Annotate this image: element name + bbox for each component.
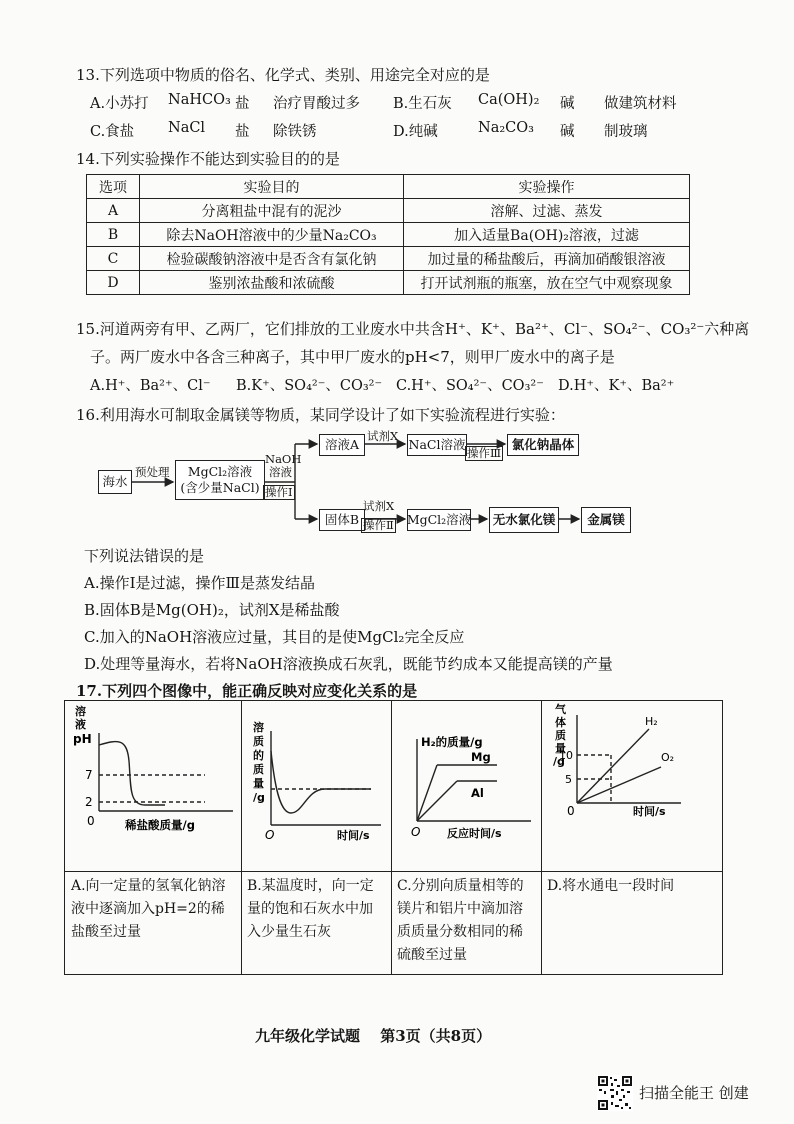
- flow-solid-b: 固体B: [319, 509, 365, 531]
- graph-b-xlabel: 时间/s: [337, 829, 370, 842]
- graph-d-h2-label: H₂: [645, 715, 658, 728]
- table-cell: 分离粗盐中混有的泥沙: [140, 199, 404, 223]
- graph-d-o2-label: O₂: [661, 751, 675, 764]
- flow-naoh-label: NaOH: [265, 452, 302, 466]
- graph-d-ylabel-5: /g: [553, 755, 565, 768]
- graph-c-xlabel: 反应时间/s: [447, 827, 502, 840]
- table-cell: D: [87, 271, 140, 295]
- flow-mgcl2-impure: [175, 460, 265, 500]
- table-header: 选项: [87, 175, 140, 199]
- graph-d-ylabel-1: 气: [555, 703, 566, 716]
- graph-a-ylabel-2: 液: [75, 718, 86, 731]
- graph-d-caption: D.将水通电一段时间: [541, 871, 722, 901]
- table-header: 实验操作: [404, 175, 690, 199]
- graph-a: [65, 701, 241, 871]
- table-cell: A: [87, 199, 140, 223]
- table-cell: C: [87, 247, 140, 271]
- graph-b-ylabel-4: 质: [253, 763, 264, 776]
- qr-code-icon: [597, 1075, 633, 1111]
- graph-a-xlabel: 稀盐酸质量/g: [125, 818, 195, 832]
- table-cell: 打开试剂瓶的瓶塞，放在空气中观察现象: [404, 271, 690, 295]
- q15-option-c: C.H⁺、SO₄²⁻、CO₃²⁻: [396, 378, 544, 394]
- table-row: [87, 223, 690, 247]
- flow-mgcl2-impure-line2: (含少量NaCl): [180, 480, 260, 495]
- q16-substem: 下列说法错误的是: [84, 547, 205, 565]
- graph-a-caption: A.向一定量的氢氧化钠溶液中逐滴加入pH=2的稀盐酸至过量: [65, 871, 241, 947]
- table-row: [87, 247, 690, 271]
- flow-pretreat-label: 预处理: [135, 465, 170, 479]
- q14-stem: 14.下列实验操作不能达到实验目的的是: [76, 150, 340, 168]
- graph-c-origin: O: [411, 825, 421, 839]
- graph-b-cell: [241, 701, 392, 974]
- flow-op2-label: 操作Ⅱ: [363, 518, 394, 532]
- flow-seawater: 海水: [98, 470, 132, 494]
- graph-a-cell: [65, 701, 242, 974]
- graph-c-mg-label: Mg: [471, 750, 491, 764]
- graph-d-ylabel-2: 体: [555, 716, 566, 729]
- graph-a-tick-7: 7: [85, 768, 93, 782]
- table-cell: 检验碳酸钠溶液中是否含有氯化钠: [140, 247, 404, 271]
- flow-mgcl2-solution: MgCl₂溶液: [407, 509, 471, 531]
- q13-stem: 13.下列选项中物质的俗名、化学式、类别、用途完全对应的是: [76, 66, 490, 84]
- flow-solution-label: 溶液: [269, 465, 292, 479]
- q16-option-a: A.操作Ⅰ是过滤，操作Ⅲ是蒸发结晶: [84, 574, 315, 592]
- table-header: 实验目的: [140, 175, 404, 199]
- q17-stem: 17.下列四个图像中，能正确反映对应变化关系的是: [76, 682, 418, 700]
- q16-stem: 16.利用海水可制取金属镁等物质，某同学设计了如下实验流程进行实验：: [76, 406, 565, 424]
- graph-b-ylabel-2: 质: [253, 735, 264, 748]
- table-header-row: [87, 175, 690, 199]
- graph-c-caption: C.分别向质量相等的镁片和铝片中滴加溶质质量分数相同的稀硫酸至过量: [391, 871, 541, 970]
- flow-metal-mg: 金属镁: [581, 507, 631, 533]
- graph-b: [241, 701, 391, 871]
- graph-c: [391, 701, 541, 871]
- graph-c-ylabel: H₂的质量/g: [421, 735, 483, 749]
- graph-c-cell: [391, 701, 542, 974]
- q15-option-a: A.H⁺、Ba²⁺、Cl⁻: [90, 378, 211, 394]
- q16-option-d: D.处理等量海水，若将NaOH溶液换成石灰乳，既能节约成本又能提高镁的产量: [84, 655, 613, 673]
- graph-a-origin: 0: [87, 814, 95, 828]
- table-cell: 除去NaOH溶液中的少量Na₂CO₃: [140, 223, 404, 247]
- q15-option-d: D.H⁺、K⁺、Ba²⁺: [558, 378, 675, 394]
- q15-option-b: B.K⁺、SO₄²⁻、CO₃²⁻: [236, 378, 383, 394]
- page-footer: 九年级化学试题 第3页（共8页）: [255, 1027, 492, 1045]
- table-cell: 加入适量Ba(OH)₂溶液，过滤: [404, 223, 690, 247]
- graph-b-ylabel-5: 量: [253, 777, 264, 790]
- q14-table: [86, 174, 690, 295]
- q16-option-c: C.加入的NaOH溶液应过量，其目的是使MgCl₂完全反应: [84, 628, 465, 646]
- table-row: [87, 199, 690, 223]
- flow-reagent-x-bottom: 试剂X: [363, 499, 395, 513]
- graph-b-ylabel-6: /g: [253, 791, 265, 804]
- graph-b-ylabel-1: 溶: [253, 721, 264, 734]
- flow-anhydrous-mgcl2: 无水氯化镁: [489, 507, 559, 533]
- table-cell: 溶解、过滤、蒸发: [404, 199, 690, 223]
- graph-d-ylabel-4: 量: [555, 742, 566, 755]
- q15-stem-line2: 子。两厂废水中各含三种离子，其中甲厂废水的pH<7，则甲厂废水中的离子是: [90, 348, 615, 366]
- graph-d-xlabel: 时间/s: [633, 805, 666, 818]
- graph-d-origin: 0: [567, 804, 575, 818]
- graph-a-tick-2: 2: [85, 795, 93, 809]
- flow-op1-label: 操作Ⅰ: [265, 485, 293, 499]
- flow-nacl-crystal: 氯化钠晶体: [507, 434, 579, 456]
- graph-d-ylabel-3: 质: [555, 729, 566, 742]
- graph-b-origin: O: [265, 828, 275, 842]
- scanner-watermark: 扫描全能王 创建: [639, 1084, 749, 1102]
- graph-a-ylabel-1: 溶: [75, 705, 86, 718]
- graph-d-cell: [541, 701, 722, 974]
- graph-b-ylabel-3: 的: [253, 749, 264, 762]
- flow-mgcl2-impure-line1: MgCl₂溶液: [187, 464, 253, 480]
- graph-d: [541, 701, 722, 871]
- graph-c-al-label: Al: [471, 786, 484, 800]
- graph-d-tick-5: 5: [565, 773, 572, 786]
- graph-a-ylabel-3: pH: [73, 732, 92, 746]
- flow-reagent-x-top: 试剂X: [367, 429, 399, 443]
- graph-b-caption: B.某温度时，向一定量的饱和石灰水中加入少量生石灰: [241, 871, 391, 947]
- q15-stem-line1: 15.河道两旁有甲、乙两厂，它们排放的工业废水中共含H⁺、K⁺、Ba²⁺、Cl⁻、SO₄²⁻、CO₃²⁻六种离: [76, 320, 750, 338]
- q16-option-b: B.固体B是Mg(OH)₂，试剂X是稀盐酸: [84, 601, 340, 619]
- table-row: [87, 271, 690, 295]
- q17-graph-table: [64, 700, 723, 975]
- table-cell: B: [87, 223, 140, 247]
- flow-solution-a: 溶液A: [319, 434, 365, 456]
- flow-nacl-solution: NaCl溶液: [407, 434, 467, 456]
- graph-d-tick-10: 10: [559, 749, 573, 762]
- table-cell: 加过量的稀盐酸后，再滴加硝酸银溶液: [404, 247, 690, 271]
- flow-op3-label: 操作Ⅲ: [467, 446, 502, 460]
- table-cell: 鉴别浓盐酸和浓硫酸: [140, 271, 404, 295]
